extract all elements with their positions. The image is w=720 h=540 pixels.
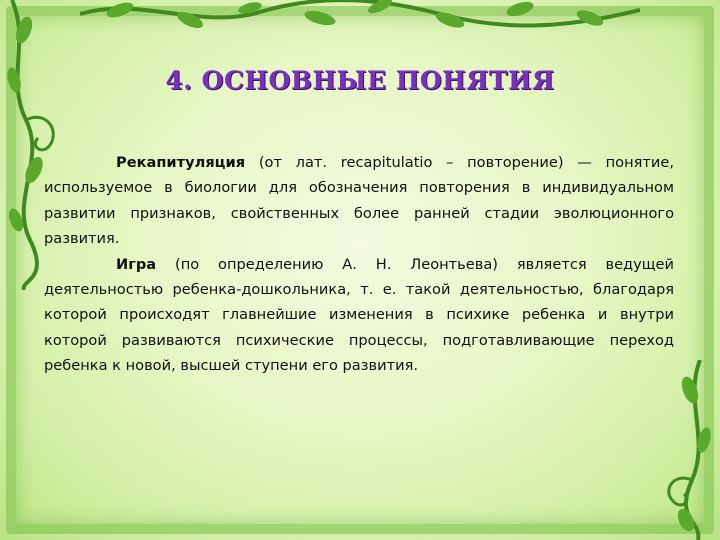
right-vine-ornament — [640, 360, 720, 540]
term-game: Игра — [116, 255, 157, 273]
slide-title: 4. ОСНОВНЫЕ ПОНЯТИЯ — [165, 66, 555, 95]
slide-body — [44, 150, 674, 379]
paragraph-recapitulation — [44, 150, 674, 252]
definition-game: (по определению А. Н. Леонтьева) является ведущей деятельностью ребенка-дошкольника, т. е. такой деятельностью, благодаря которой происходят главнейшие изменения в психике ребенка и внутри которой развиваются психические процессы, подготавливающие переход ребенка к новой, высшей ступени его развития. — [44, 255, 674, 375]
paragraph-game — [44, 252, 674, 379]
definition-recapitulation: (от лат. recapitulatio – повторение) — понятие, используемое в биологии для обозначения повторения в индивидуальном развитии признаков, свойственных более ранней стадии эволюционного развития. — [44, 154, 674, 248]
term-recapitulation: Рекапитуляция — [116, 154, 246, 171]
top-vine-ornament — [80, 0, 640, 34]
